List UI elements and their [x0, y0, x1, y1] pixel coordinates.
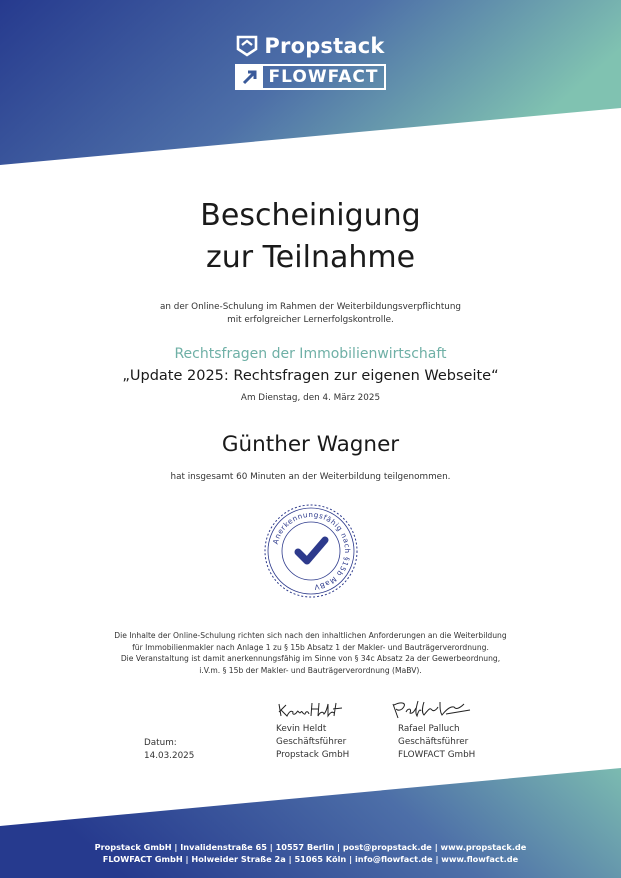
- certificate-title: Bescheinigung zur Teilnahme: [200, 198, 421, 275]
- house-shield-icon: [236, 35, 258, 57]
- accreditation-seal: [262, 502, 360, 600]
- participant-name: Günther Wagner: [221, 432, 400, 457]
- signatory-role: Geschäftsführer: [276, 737, 347, 747]
- signatory-company: FLOWFACT GmbH: [398, 750, 476, 760]
- legal-notice: Die Inhalte der Online-Schulung richten sich nach den inhaltlichen Anforderungen an die Weiterbildung für Immobilienmakler nach Anlage 1 zu § 15b Absatz 1 der Makler- und Bauträgerverordnung. Die Veranstaltung ist damit anerkennungsfähig im Sinne von § 34c Absatz 2a der Gewerbeordnung, i.V.m. § 15b der Makler- und Bauträgerverordnung (MaBV).: [114, 631, 507, 675]
- signatory-company: Propstack GmbH: [276, 750, 350, 760]
- certificate-subtitle: an der Online-Schulung im Rahmen der Weiterbildungsverpflichtung mit erfolgreicher Lernerfolgskontrolle.: [159, 302, 461, 325]
- signature-rafael-palluch: [390, 698, 480, 722]
- date-label: Datum:: [144, 738, 177, 748]
- company-logo: [0, 34, 621, 90]
- signatory-kevin-heldt: [276, 723, 349, 762]
- signatory-role: Geschäftsführer: [398, 737, 469, 747]
- duration-text: hat insgesamt 60 Minuten an der Weiterbildung teilgenommen.: [170, 472, 451, 482]
- date-value: 14.03.2025: [144, 751, 195, 761]
- course-category: Rechtsfragen der Immobilienwirtschaft: [174, 346, 447, 362]
- course-date: Am Dienstag, den 4. März 2025: [240, 393, 381, 403]
- propstack-wordmark: Propstack: [264, 34, 385, 58]
- signatory-name: Rafael Palluch: [398, 724, 460, 734]
- footer-addresses: [0, 842, 621, 865]
- seal-ring-text: Anerkennungsfähig nach §15b MaBV: [270, 509, 353, 592]
- signatory-name: Kevin Heldt: [276, 724, 327, 734]
- footer-propstack: Propstack GmbH | Invalidenstraße 65 | 10557 Berlin | post@propstack.de | www.propstack.de: [94, 842, 527, 852]
- checkmark-icon: [298, 540, 325, 561]
- arrow-icon: [237, 66, 263, 88]
- signatory-rafael-palluch: [398, 723, 475, 762]
- course-title: „Update 2025: Rechtsfragen zur eigenen Webseite“: [122, 368, 499, 384]
- footer-flowfact: FLOWFACT GmbH | Holweider Straße 2a | 51065 Köln | info@flowfact.de | www.flowfact.de: [102, 853, 519, 864]
- date-block: [144, 737, 194, 763]
- signature-kevin-heldt: [276, 700, 356, 722]
- flowfact-wordmark: FLOWFACT: [268, 67, 379, 87]
